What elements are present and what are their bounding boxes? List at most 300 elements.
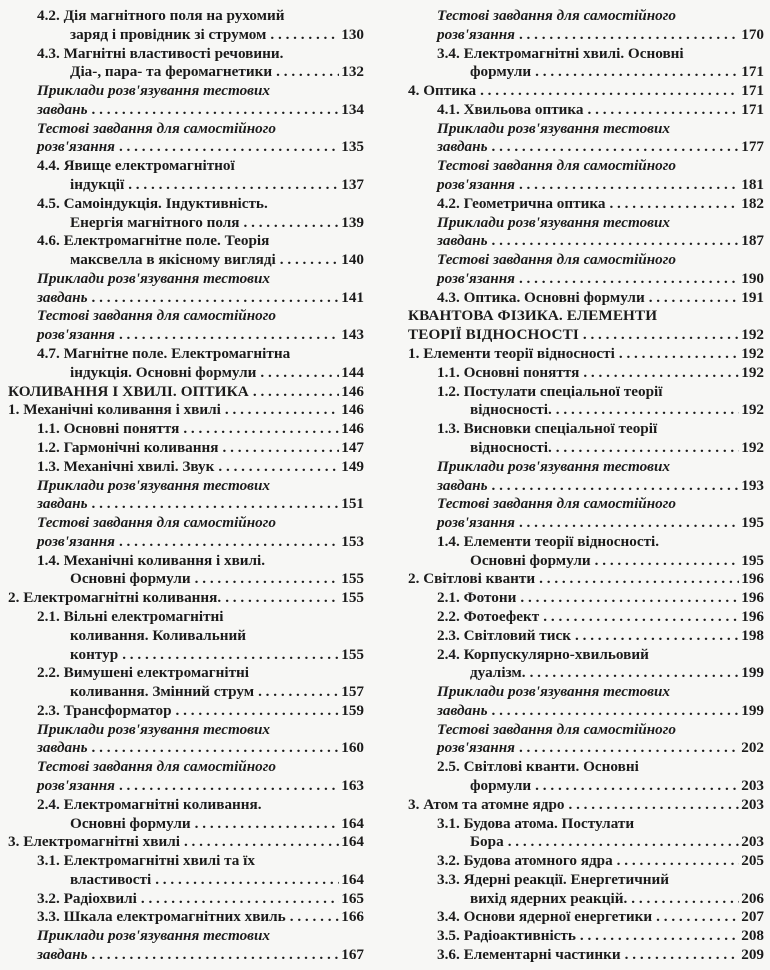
- dot-leader: [519, 738, 739, 757]
- dot-leader: [253, 382, 339, 401]
- toc-line: [404, 363, 764, 382]
- toc-entry-title: ТЕОРІЇ ВІДНОСНОСТІ: [408, 326, 579, 344]
- page-number: 137: [341, 176, 364, 194]
- toc-entry-title: завдань: [37, 100, 88, 118]
- toc-line: [404, 344, 764, 363]
- toc-entry-title: 4.6. Електромагнітне поле. Теорія: [37, 232, 270, 250]
- toc-line: [4, 81, 364, 100]
- toc-line: [4, 889, 364, 908]
- toc-line: [4, 156, 364, 175]
- toc-entry-title: дуалізм.: [470, 664, 526, 682]
- dot-leader: [195, 569, 340, 588]
- dot-leader: [575, 626, 739, 645]
- page-number: 165: [341, 889, 364, 907]
- dot-leader: [556, 438, 739, 457]
- toc-entry-title: коливання. Коливальний: [70, 626, 246, 644]
- toc-entry-title: 2.2. Вимушені електромагнітні: [37, 664, 250, 682]
- dot-leader: [270, 25, 339, 44]
- toc-entry-title: Основні формули: [70, 814, 191, 832]
- page-number: 141: [341, 288, 364, 306]
- page-number: 140: [341, 251, 364, 269]
- toc-entry-title: 2. Електромагнітні коливання.: [8, 589, 222, 607]
- toc-entry-title: 3.6. Елементарні частинки: [437, 946, 621, 963]
- dot-leader: [141, 889, 339, 908]
- page-number: 203: [741, 833, 764, 851]
- dot-leader: [92, 945, 340, 964]
- toc-line: [404, 532, 764, 551]
- toc-entry-title: розв'язання: [437, 176, 515, 194]
- toc-entry-title: 2.5. Світлові кванти. Основні: [437, 758, 639, 776]
- page-number: 164: [341, 870, 364, 888]
- toc-entry-title: 3. Електромагнітні хвилі: [8, 833, 180, 851]
- toc-entry-title: 2.2. Фотоефект: [437, 607, 540, 625]
- toc-entry-title: відносності.: [470, 401, 552, 419]
- page-number: 171: [741, 82, 764, 100]
- toc-line: [404, 551, 764, 570]
- toc-line: [404, 476, 764, 495]
- toc-line: [404, 851, 764, 870]
- page-number: 146: [341, 382, 364, 400]
- page-number: 170: [741, 25, 764, 43]
- toc-entry-title: Тестові завдання для самостійного: [37, 307, 276, 325]
- toc-entry-title: 1.3. Механічні хвилі. Звук: [37, 457, 215, 475]
- page-number: 146: [341, 420, 364, 438]
- toc-line: [404, 607, 764, 626]
- toc-line: [404, 419, 764, 438]
- toc-entry-title: Бора: [470, 833, 504, 851]
- toc-line: [404, 119, 764, 138]
- toc-line: [404, 738, 764, 757]
- toc-line: [404, 513, 764, 532]
- toc-entry-title: коливання. Змінний струм: [70, 683, 255, 701]
- page-number: 155: [341, 589, 364, 607]
- toc-entry-title: Основні формули: [470, 551, 591, 569]
- toc-line: [4, 926, 364, 945]
- toc-entry-title: контур: [70, 645, 119, 663]
- toc-line: [4, 569, 364, 588]
- toc-line: [4, 720, 364, 739]
- toc-line: [404, 25, 764, 44]
- toc-line: [404, 757, 764, 776]
- toc-line: [4, 100, 364, 119]
- toc-entry-title: Приклади розв'язування тестових: [437, 119, 671, 137]
- toc-line: [404, 569, 764, 588]
- toc-entry-title: 3. Атом та атомне ядро: [408, 795, 565, 813]
- toc-entry-title: вихід ядерних реакцій.: [470, 889, 628, 907]
- dot-leader: [480, 81, 739, 100]
- page-number: 196: [741, 570, 764, 588]
- toc-entry-title: 3.4. Електромагнітні хвилі. Основні: [437, 44, 684, 62]
- dot-leader: [260, 363, 339, 382]
- toc-entry-title: 1.1. Основні поняття: [437, 363, 580, 381]
- toc-line: [404, 588, 764, 607]
- dot-leader: [588, 100, 740, 119]
- toc-line: [404, 926, 764, 945]
- toc-entry-title: 1.2. Постулати спеціальної теорії: [437, 382, 663, 400]
- toc-entry-title: індукція. Основні формули: [70, 363, 257, 381]
- dot-leader: [609, 194, 739, 213]
- toc-entry-title: Тестові завдання для самостійного: [37, 758, 276, 776]
- toc-line: [4, 344, 364, 363]
- page-number: 209: [741, 946, 764, 963]
- page-number: 164: [341, 814, 364, 832]
- toc-line: [4, 795, 364, 814]
- toc-entry-title: заряд і провідник зі струмом: [70, 25, 267, 43]
- toc-line: [4, 663, 364, 682]
- toc-line: [404, 438, 764, 457]
- toc-line: [404, 682, 764, 701]
- toc-line: [404, 194, 764, 213]
- toc-entry-title: Тестові завдання для самостійного: [437, 720, 676, 738]
- toc-entry-title: 1.4. Механічні коливання і хвилі.: [37, 551, 266, 569]
- toc-entry-title: 3.4. Основи ядерної енергетики: [437, 908, 653, 926]
- toc-entry-title: Приклади розв'язування тестових: [437, 683, 671, 701]
- toc-entry-title: відносності.: [470, 438, 552, 456]
- toc-line: [404, 907, 764, 926]
- toc-entry-title: 4.1. Хвильова оптика: [437, 100, 584, 118]
- dot-leader: [617, 851, 740, 870]
- toc-entry-title: Тестові завдання для самостійного: [37, 514, 276, 532]
- toc-entry-title: розв'язання: [37, 138, 115, 156]
- toc-entry-title: розв'язання: [437, 739, 515, 757]
- toc-entry-title: завдань: [437, 232, 488, 250]
- dot-leader: [568, 795, 739, 814]
- toc-entry-title: 2.1. Вільні електромагнітні: [37, 607, 224, 625]
- dot-leader: [556, 400, 739, 419]
- toc-line: [404, 870, 764, 889]
- toc-entry-title: Приклади розв'язування тестових: [437, 213, 671, 231]
- page-number: 198: [741, 626, 764, 644]
- toc-entry-title: 4.2. Дія магнітного поля на рухомий: [37, 7, 285, 24]
- toc-line: [404, 889, 764, 908]
- toc-entry-title: Тестові завдання для самостійного: [437, 495, 676, 513]
- page-number: 192: [741, 363, 764, 381]
- toc-entry-title: 1. Механічні коливання і хвилі: [8, 401, 221, 419]
- dot-leader: [258, 682, 339, 701]
- page-number: 149: [341, 457, 364, 475]
- page-number: 177: [741, 138, 764, 156]
- toc-entry-title: Тестові завдання для самостійного: [37, 119, 276, 137]
- toc-line: [404, 494, 764, 513]
- dot-leader: [535, 62, 739, 81]
- page-number: 207: [741, 908, 764, 926]
- toc-line: [4, 419, 364, 438]
- toc-line: [404, 137, 764, 156]
- toc-entry-title: 3.3. Шкала електромагнітних хвиль: [37, 908, 286, 926]
- toc-line: [4, 288, 364, 307]
- page-number: 155: [341, 645, 364, 663]
- toc-line: [4, 438, 364, 457]
- page-number: 192: [741, 438, 764, 456]
- page-number: 199: [741, 664, 764, 682]
- page-number: 199: [741, 701, 764, 719]
- dot-leader: [519, 175, 739, 194]
- dot-leader: [119, 776, 339, 795]
- toc-line: [4, 25, 364, 44]
- toc-line: [404, 81, 764, 100]
- toc-line: [4, 738, 364, 757]
- toc-entry-title: розв'язання: [437, 269, 515, 287]
- toc-line: [4, 363, 364, 382]
- dot-leader: [119, 532, 339, 551]
- toc-line: [4, 325, 364, 344]
- page-number: 171: [741, 63, 764, 81]
- toc-line: [404, 457, 764, 476]
- page-number: 191: [741, 288, 764, 306]
- toc-line: [404, 6, 764, 25]
- toc-entry-title: формули: [470, 776, 532, 794]
- page-number: 146: [341, 401, 364, 419]
- toc-entry-title: завдань: [37, 495, 88, 513]
- toc-line: [4, 44, 364, 63]
- dot-leader: [119, 137, 339, 156]
- dot-leader: [520, 588, 739, 607]
- toc-line: [404, 382, 764, 401]
- dot-leader: [183, 419, 339, 438]
- dot-leader: [535, 776, 739, 795]
- toc-entry-title: 4.2. Геометрична оптика: [437, 194, 606, 212]
- dot-leader: [519, 25, 739, 44]
- toc-line: [4, 532, 364, 551]
- dot-leader: [543, 607, 739, 626]
- page-number: 153: [341, 532, 364, 550]
- toc-line: [4, 832, 364, 851]
- toc-entry-title: Приклади розв'язування тестових: [37, 927, 271, 945]
- toc-entry-title: 2.3. Світловий тиск: [437, 626, 571, 644]
- toc-line: [404, 269, 764, 288]
- toc-entry-title: Приклади розв'язування тестових: [37, 720, 271, 738]
- toc-entry-title: розв'язання: [37, 776, 115, 794]
- toc-entry-title: 3.1. Будова атома. Постулати: [437, 814, 635, 832]
- dot-leader: [184, 832, 339, 851]
- toc-entry-title: 3.1. Електромагнітні хвилі та їх: [37, 852, 255, 870]
- toc-line: [4, 757, 364, 776]
- toc-entry-title: розв'язання: [437, 25, 515, 43]
- toc-line: [404, 645, 764, 664]
- page-number: 143: [341, 326, 364, 344]
- dot-leader: [155, 870, 339, 889]
- dot-leader: [583, 325, 739, 344]
- toc-entry-title: КОЛИВАННЯ І ХВИЛІ. ОПТИКА: [8, 382, 249, 400]
- toc-entry-title: Тестові завдання для самостійного: [437, 251, 676, 269]
- toc-entry-title: завдань: [437, 138, 488, 156]
- dot-leader: [92, 494, 340, 513]
- toc-entry-title: Приклади розв'язування тестових: [37, 82, 271, 100]
- toc-line: [4, 494, 364, 513]
- toc-line: [4, 776, 364, 795]
- toc-entry-title: 2. Світлові кванти: [408, 570, 536, 588]
- page-number: 195: [741, 514, 764, 532]
- toc-entry-title: розв'язання: [37, 326, 115, 344]
- toc-line: [404, 814, 764, 833]
- dot-leader: [176, 701, 340, 720]
- page-number: 135: [341, 138, 364, 156]
- toc-entry-title: розв'язання: [37, 532, 115, 550]
- toc-entry-title: 4.5. Самоіндукція. Індуктивність.: [37, 194, 268, 212]
- page-number: 171: [741, 100, 764, 118]
- toc-line: [404, 945, 764, 964]
- toc-line: [4, 119, 364, 138]
- toc-entry-title: 1. Елементи теорії відносності: [408, 345, 615, 363]
- dot-leader: [92, 100, 340, 119]
- toc-entry-title: 2.3. Трансформатор: [37, 701, 172, 719]
- dot-leader: [539, 569, 739, 588]
- page-number: 160: [341, 739, 364, 757]
- dot-leader: [580, 926, 739, 945]
- dot-leader: [583, 363, 739, 382]
- toc-entry-title: Основні формули: [70, 570, 191, 588]
- dot-leader: [656, 907, 739, 926]
- page-number: 144: [341, 363, 364, 381]
- dot-leader: [492, 231, 740, 250]
- toc-line: [4, 194, 364, 213]
- toc-entry-title: максвелла в якісному вигляді: [70, 251, 276, 269]
- toc-line: [404, 400, 764, 419]
- toc-entry-title: Приклади розв'язування тестових: [37, 269, 271, 287]
- toc-entry-title: Енергія магнітного поля: [70, 213, 240, 231]
- toc-entry-title: 2.4. Корпускулярно-хвильовий: [437, 645, 649, 663]
- toc-line: [4, 457, 364, 476]
- toc-line: [4, 814, 364, 833]
- dot-leader: [595, 551, 740, 570]
- toc-line: [404, 325, 764, 344]
- toc-line: [4, 476, 364, 495]
- toc-line: [404, 832, 764, 851]
- toc-line: [4, 701, 364, 720]
- toc-line: [4, 851, 364, 870]
- page-number: 203: [741, 776, 764, 794]
- page-number: 192: [741, 326, 764, 344]
- toc-entry-title: завдань: [37, 288, 88, 306]
- toc-line: [4, 231, 364, 250]
- toc-line: [404, 663, 764, 682]
- toc-line: [4, 551, 364, 570]
- page-number: 155: [341, 570, 364, 588]
- toc-line: [4, 250, 364, 269]
- page-number: 205: [741, 852, 764, 870]
- page-number: 151: [341, 495, 364, 513]
- toc-line: [404, 156, 764, 175]
- toc-entry-title: завдань: [437, 701, 488, 719]
- dot-leader: [225, 400, 339, 419]
- dot-leader: [508, 832, 740, 851]
- toc-line: [4, 607, 364, 626]
- toc-entry-title: 4.4. Явище електромагнітної: [37, 157, 235, 175]
- page-number: 147: [341, 438, 364, 456]
- dot-leader: [128, 175, 339, 194]
- toc-line: [4, 626, 364, 645]
- toc-line: [404, 231, 764, 250]
- dot-leader: [92, 738, 340, 757]
- dot-leader: [225, 588, 339, 607]
- toc-entry-title: 1.3. Висновки спеціальної теорії: [437, 420, 658, 438]
- page-number: 157: [341, 683, 364, 701]
- toc-entry-title: формули: [470, 63, 532, 81]
- dot-leader: [218, 457, 339, 476]
- dot-leader: [519, 269, 739, 288]
- toc-line: [4, 269, 364, 288]
- toc-entry-title: 1.2. Гармонічні коливання: [37, 438, 219, 456]
- dot-leader: [625, 945, 740, 964]
- toc-entry-title: 2.4. Електромагнітні коливання.: [37, 795, 262, 813]
- toc-line: [4, 645, 364, 664]
- toc-line: [404, 701, 764, 720]
- page-number: 182: [741, 194, 764, 212]
- toc-line: [4, 400, 364, 419]
- page-number: 159: [341, 701, 364, 719]
- page-number: 193: [741, 476, 764, 494]
- toc-entry-title: властивості: [70, 870, 152, 888]
- toc-line: [404, 44, 764, 63]
- page-number: 139: [341, 213, 364, 231]
- page-number: 187: [741, 232, 764, 250]
- toc-line: [4, 213, 364, 232]
- toc-entry-title: завдань: [437, 476, 488, 494]
- page-number: 130: [341, 25, 364, 43]
- toc-line: [4, 175, 364, 194]
- dot-leader: [244, 213, 340, 232]
- toc-entry-title: КВАНТОВА ФІЗИКА. ЕЛЕМЕНТИ: [408, 307, 658, 325]
- page-number: 192: [741, 345, 764, 363]
- page-number: 164: [341, 833, 364, 851]
- dot-leader: [195, 814, 340, 833]
- dot-leader: [631, 889, 739, 908]
- toc-line: [4, 588, 364, 607]
- dot-leader: [276, 62, 339, 81]
- page-number: 196: [741, 607, 764, 625]
- page-number: 163: [341, 776, 364, 794]
- toc-entry-title: 3.3. Ядерні реакції. Енергетичний: [437, 870, 670, 888]
- toc-entry-title: індукції: [70, 176, 125, 194]
- dot-leader: [649, 288, 740, 307]
- toc-line: [4, 907, 364, 926]
- toc-line: [4, 870, 364, 889]
- dot-leader: [530, 663, 740, 682]
- dot-leader: [280, 250, 339, 269]
- toc-entry-title: 4. Оптика: [408, 82, 477, 100]
- page-number: 208: [741, 927, 764, 945]
- page-number: 190: [741, 269, 764, 287]
- toc-line: [404, 795, 764, 814]
- toc-line: [404, 213, 764, 232]
- toc-line: [404, 776, 764, 795]
- toc-entry-title: розв'язання: [437, 514, 515, 532]
- page-number: 192: [741, 401, 764, 419]
- toc-entry-title: 3.2. Будова атомного ядра: [437, 852, 613, 870]
- toc-entry-title: 4.3. Магнітні властивості речовини.: [37, 44, 284, 62]
- toc-entry-title: 1.1. Основні поняття: [37, 420, 180, 438]
- toc-entry-title: завдань: [37, 946, 88, 963]
- toc-line: [404, 626, 764, 645]
- toc-entry-title: завдань: [37, 739, 88, 757]
- page-number: 166: [341, 908, 364, 926]
- toc-line: [404, 250, 764, 269]
- toc-entry-title: 3.2. Радіохвилі: [37, 889, 137, 907]
- toc-line: [4, 6, 364, 25]
- toc-line: [4, 62, 364, 81]
- toc-entry-title: Тестові завдання для самостійного: [437, 157, 676, 175]
- toc-entry-title: Діа-, пара- та феромагнетики: [70, 63, 273, 81]
- toc-line: [4, 682, 364, 701]
- toc-line: [404, 306, 764, 325]
- dot-leader: [119, 325, 339, 344]
- page-number: 203: [741, 795, 764, 813]
- toc-line: [404, 175, 764, 194]
- toc-entry-title: 4.3. Оптика. Основні формули: [437, 288, 645, 306]
- page-number: 134: [341, 100, 364, 118]
- page-number: 181: [741, 176, 764, 194]
- toc-line: [4, 945, 364, 964]
